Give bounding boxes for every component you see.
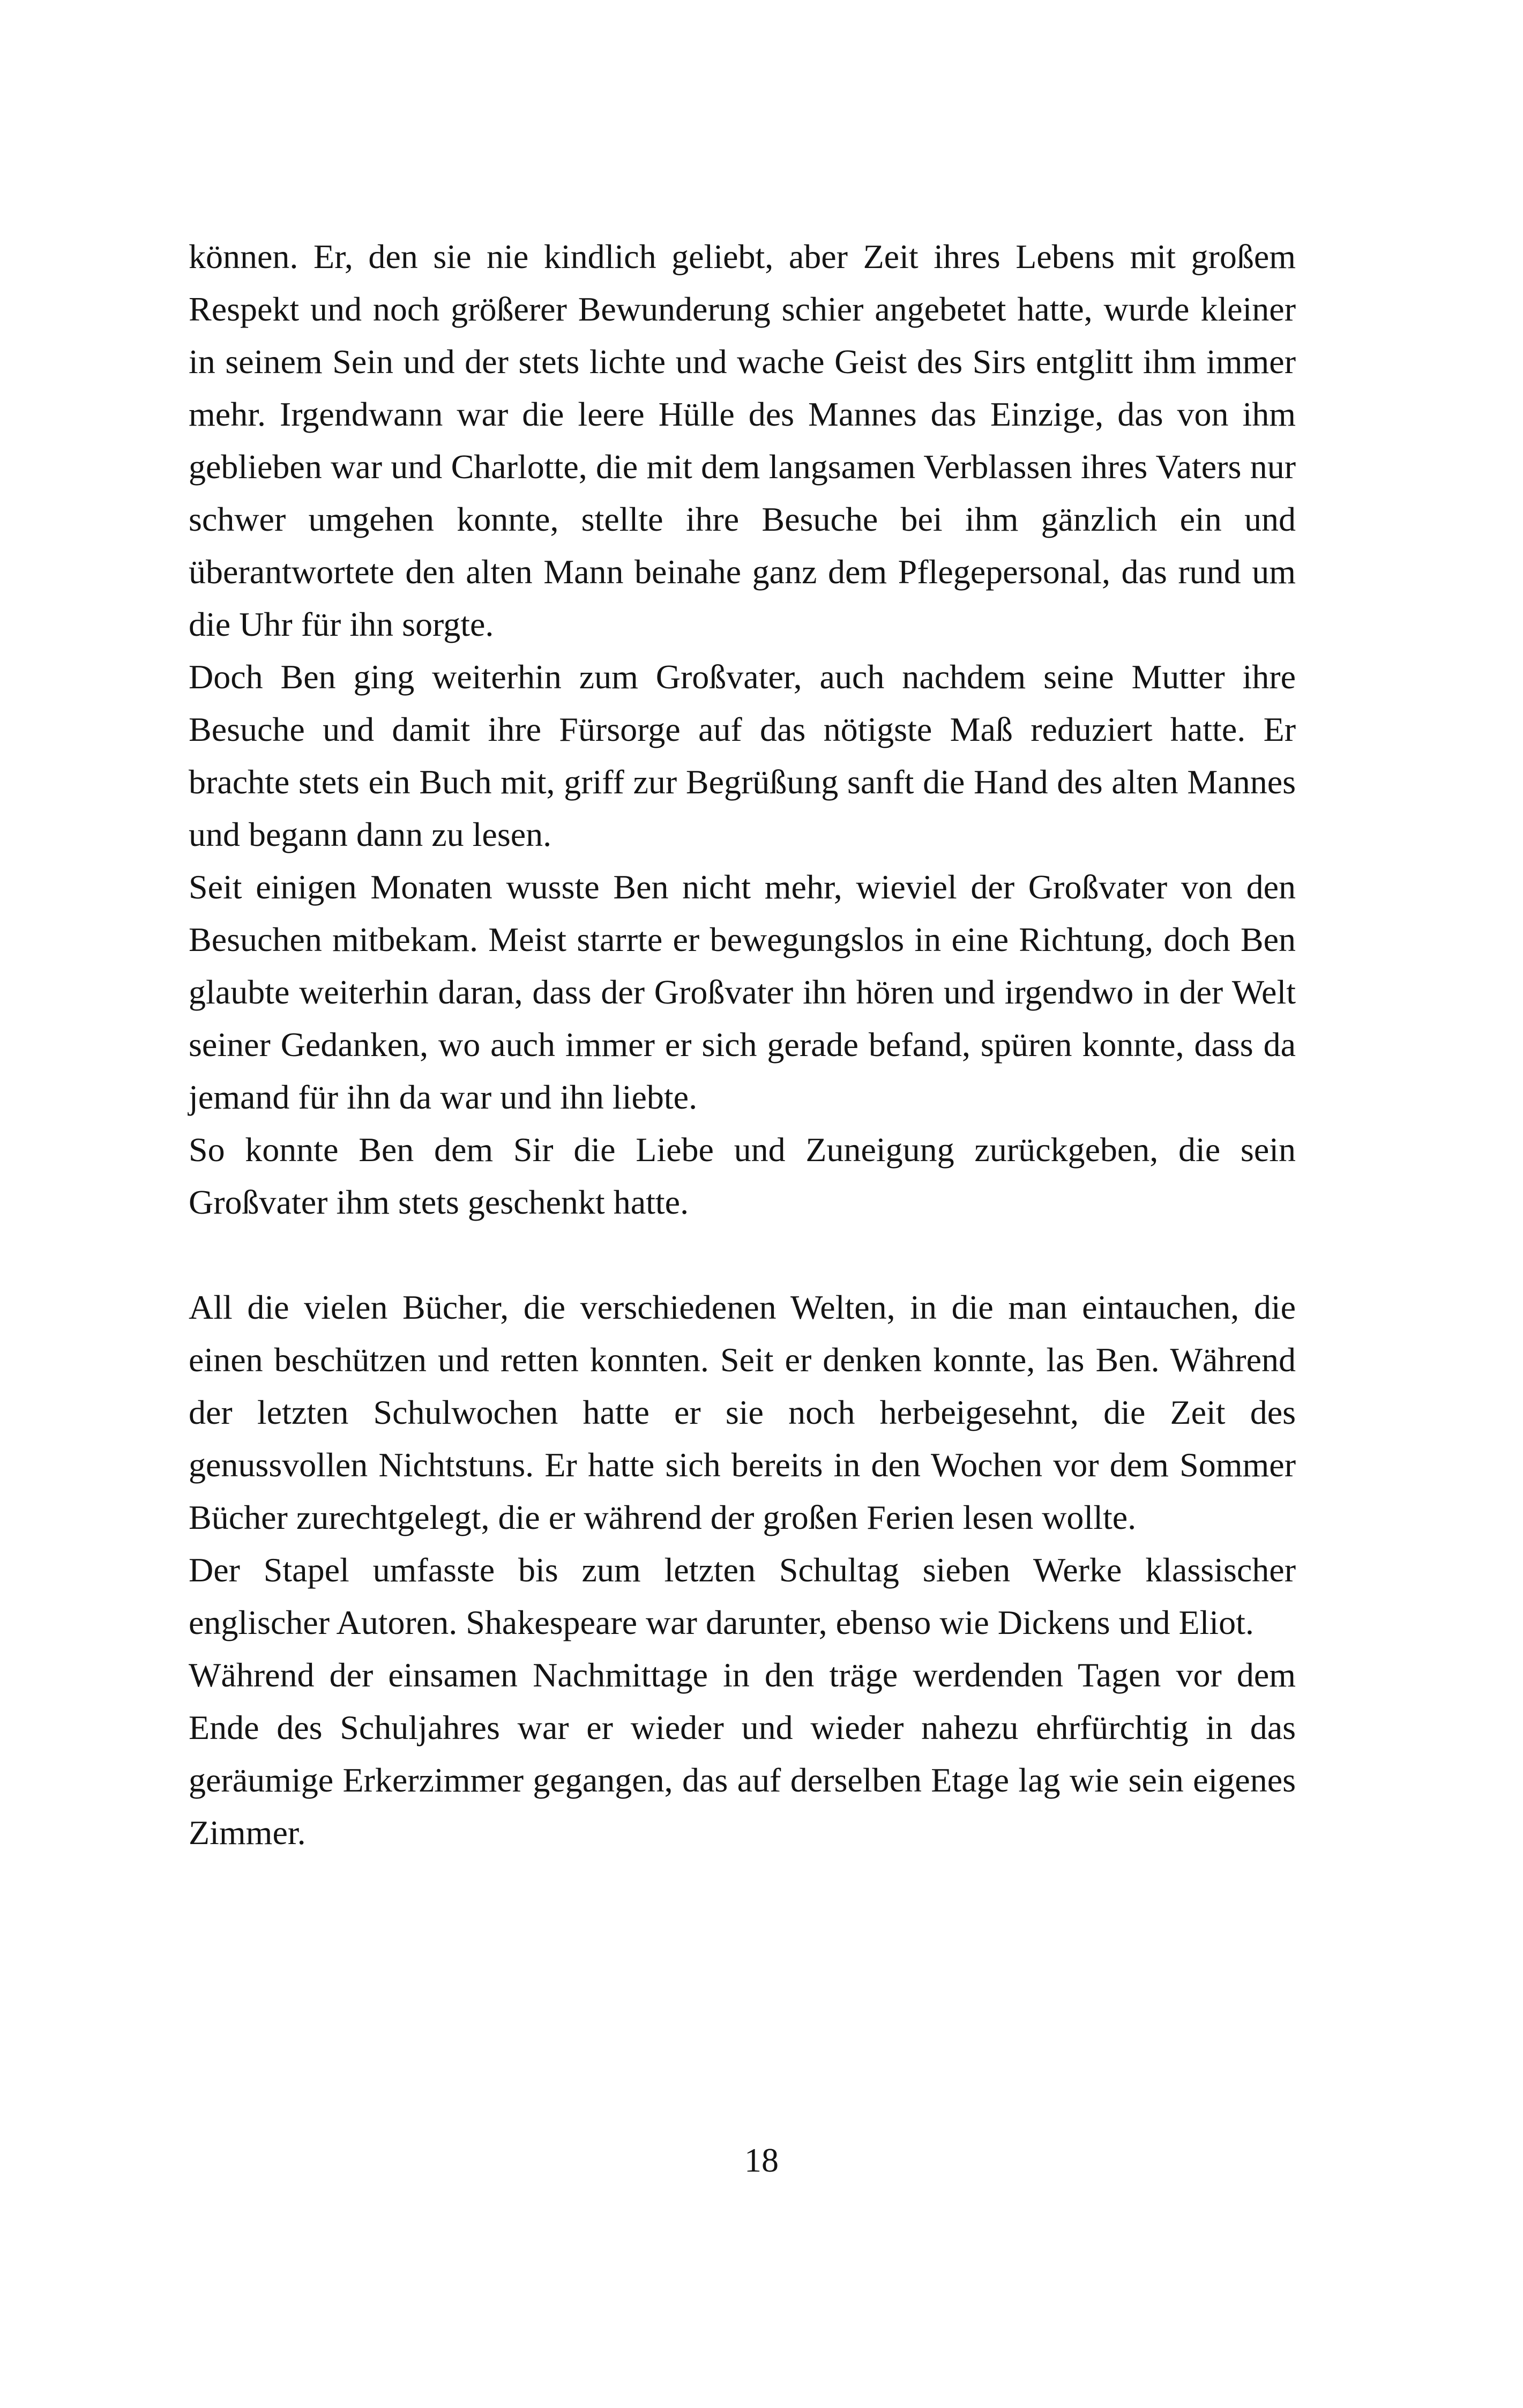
paragraph: Der Stapel umfasste bis zum letzten Schultag sieben Werke klassischer englischer Autoren. Shakespeare war darunter, ebenso wie Dickens und Eliot. (189, 1551, 1296, 1641)
paragraph: So konnte Ben dem Sir die Liebe und Zuneigung zurückgeben, die sein Großvater ihm stets geschenkt hatte. (189, 1131, 1296, 1221)
page-number: 18 (744, 2141, 779, 2179)
paragraph: Während der einsamen Nachmittage in den träge werdenden Tagen vor dem Ende des Schuljahres war er wieder und wieder nahezu ehrfürchtig in das geräumige Erkerzimmer gegangen, das auf derselben Etage lag wie sein eigenes Zimmer. (189, 1656, 1296, 1852)
paragraph: All die vielen Bücher, die verschiedenen Welten, in die man eintauchen, die einen beschützen und retten konnten. Seit er denken konnte, las Ben. Während der letzten Schulwochen hatte er sie noch herbeigesehnt, die Zeit des genussvollen Nichtstuns. Er hatte sich bereits in den Wochen vor dem Sommer Bücher zurechtgelegt, die er während der großen Ferien lesen wollte. (189, 1288, 1296, 1536)
paragraph: Doch Ben ging weiterhin zum Großvater, auch nachdem seine Mutter ihre Besuche und damit ihre Fürsorge auf das nötigste Maß reduziert hatte. Er brachte stets ein Buch mit, griff zur Begrüßung sanft die Hand des alten Mannes und begann dann zu lesen. (189, 658, 1296, 853)
body-text (189, 231, 1296, 1859)
paragraph: Seit einigen Monaten wusste Ben nicht mehr, wieviel der Großvater von den Besuchen mitbekam. Meist starrte er bewegungslos in eine Richtung, doch Ben glaubte weiterhin daran, dass der Großvater ihn hören und irgendwo in der Welt seiner Gedanken, wo auch immer er sich gerade befand, spüren konnte, dass da jemand für ihn da war und ihn liebte. (189, 868, 1296, 1116)
paragraph: können. Er, den sie nie kindlich geliebt, aber Zeit ihres Lebens mit großem Respekt und noch größerer Bewunderung schier angebetet hatte, wurde kleiner in seinem Sein und der stets lichte und wache Geist des Sirs entglitt ihm immer mehr. Irgendwann war die leere Hülle des Mannes das Einzige, das von ihm geblieben war und Charlotte, die mit dem langsamen Verblassen ihres Vaters nur schwer umgehen konnte, stellte ihre Besuche bei ihm gänzlich ein und überantwortete den alten Mann beinahe ganz dem Pflegepersonal, das rund um die Uhr für ihn sorgte. (189, 237, 1296, 643)
section-break (189, 1229, 1296, 1281)
